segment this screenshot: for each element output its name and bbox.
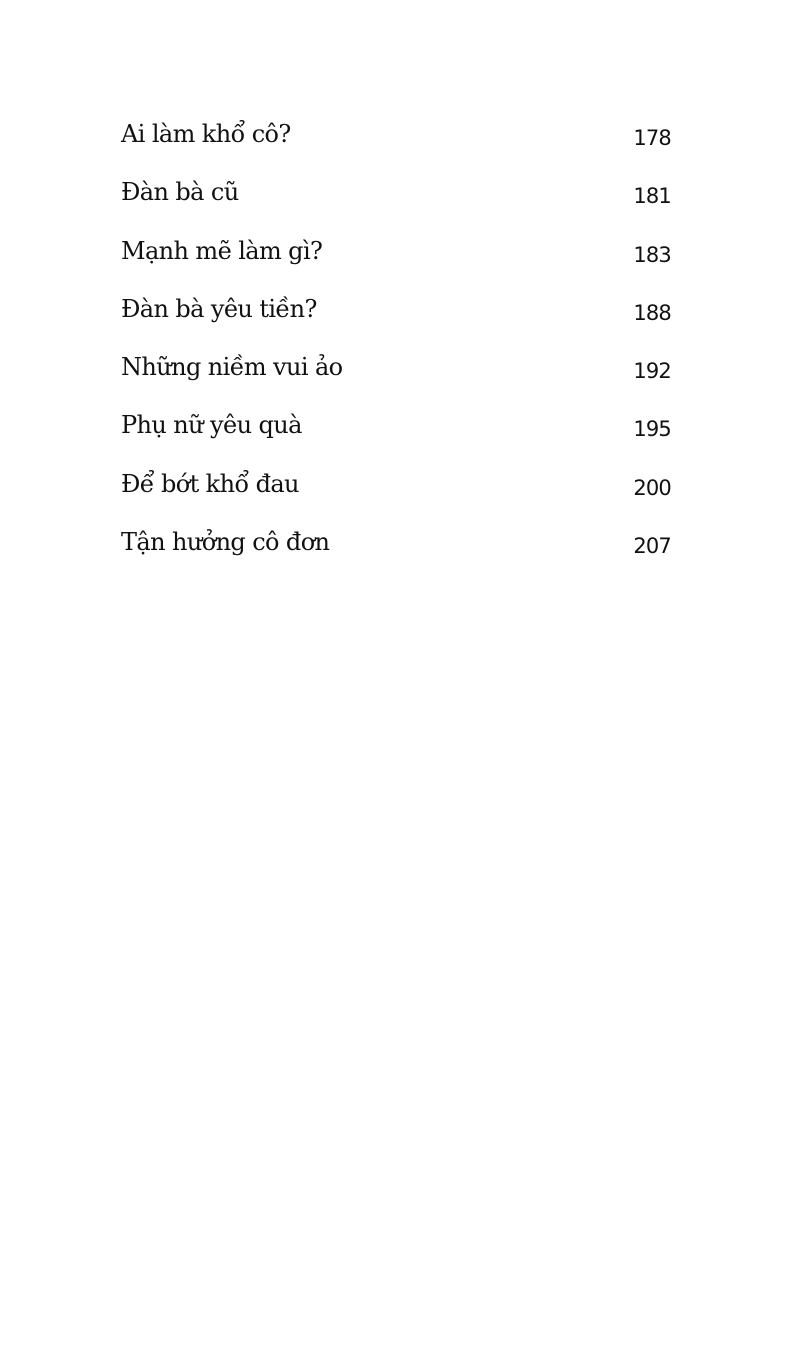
- toc-entry: [121, 403, 671, 461]
- toc-entry: [121, 287, 671, 345]
- toc-entry: [121, 462, 671, 520]
- toc-entry-title: Để bớt khổ đau: [121, 469, 299, 498]
- toc-entry-title: Đàn bà yêu tiền?: [121, 294, 317, 323]
- toc-entry-page-number: 207: [633, 534, 671, 559]
- toc-entry: [121, 229, 671, 287]
- toc-entry-page-number: 183: [633, 242, 671, 267]
- toc-entry-title: Đàn bà cũ: [121, 178, 239, 207]
- toc-entry-page-number: 192: [633, 359, 671, 384]
- toc-entry-title: Ai làm khổ cô?: [121, 120, 291, 148]
- toc-entry: [121, 112, 671, 170]
- toc-entry: [121, 520, 671, 578]
- toc-entry-title: Mạnh mẽ làm gì?: [121, 236, 323, 265]
- toc-entry-page-number: 200: [633, 475, 671, 500]
- toc-entry-page-number: 178: [633, 126, 671, 150]
- toc-entry-page-number: 188: [633, 300, 671, 325]
- toc-entry-page-number: 181: [633, 184, 671, 209]
- toc-entry-page-number: 195: [633, 417, 671, 442]
- toc-entry-title: Những niềm vui ảo: [121, 353, 343, 382]
- table-of-contents: [121, 112, 671, 578]
- toc-entry-title: Phụ nữ yêu quà: [121, 411, 302, 440]
- toc-entry-title: Tận hưởng cô đơn: [121, 528, 330, 557]
- toc-entry: [121, 170, 671, 228]
- toc-entry: [121, 345, 671, 403]
